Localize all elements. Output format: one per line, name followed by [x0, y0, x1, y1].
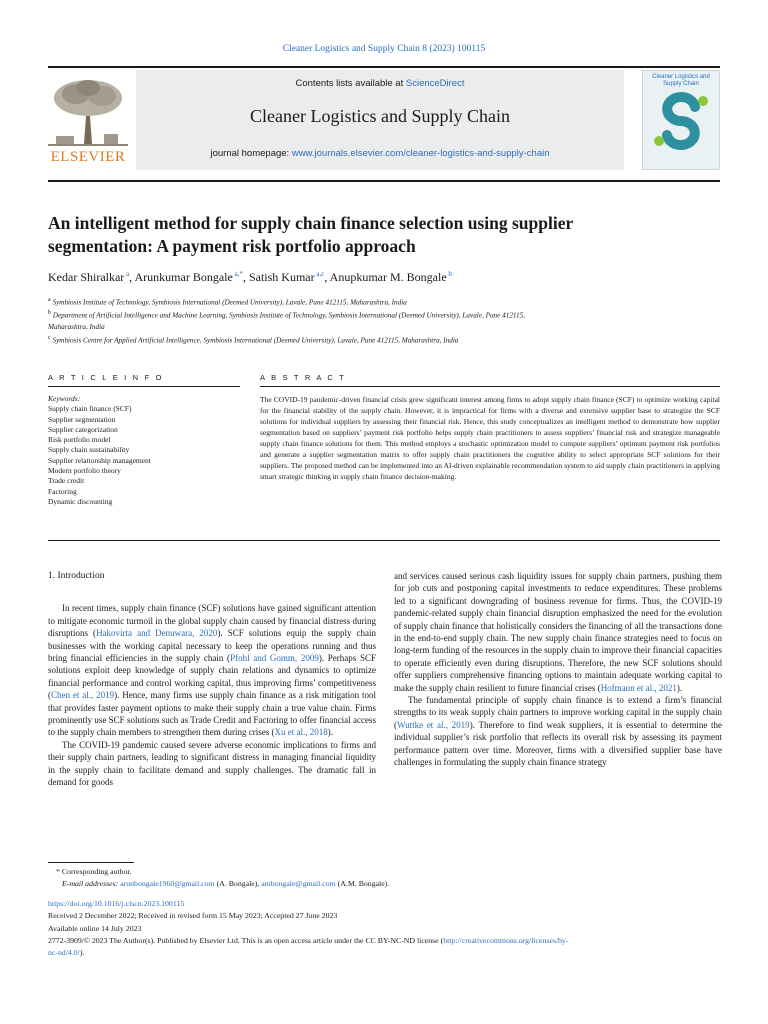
affiliation-mark: c	[48, 334, 51, 341]
footnotes	[48, 866, 720, 890]
available-online: Available online 14 July 2023	[48, 923, 142, 933]
article-info-heading: A R T I C L E I N F O	[48, 373, 164, 382]
keywords-label: Keywords:	[48, 394, 81, 403]
elsevier-tree-icon	[48, 76, 128, 148]
body-column-right	[394, 570, 722, 769]
citation-link[interactable]: Chen et al., 2019	[51, 690, 115, 701]
running-head[interactable]: Cleaner Logistics and Supply Chain 8 (2023) 100115	[282, 44, 486, 54]
author-list: Kedar Shiralkar $^a$, Arunkumar Bongale $^{a,*}$, Satish Kumar $^{a,c}$, Anupkumar M. Bongale $^b$	[48, 270, 452, 284]
email-owner: (A.M. Bongale).	[335, 879, 390, 888]
body-paragraph	[394, 694, 722, 768]
affiliation	[48, 295, 720, 308]
journal-info-band	[136, 70, 624, 170]
keyword: Trade credit	[48, 476, 85, 486]
contents-prefix: Contents lists available at	[295, 78, 406, 89]
author-affil-mark[interactable]: a,c	[314, 270, 325, 278]
abstract-bottom-rule	[48, 540, 720, 541]
header-rule-top	[48, 66, 720, 68]
cover-s-logo-icon	[643, 71, 719, 169]
citation-link[interactable]: Wuttke et al., 2019	[397, 719, 470, 730]
author-affil-mark[interactable]: a,*	[232, 270, 243, 278]
affiliation-mark: b	[48, 310, 51, 317]
email-link[interactable]: arunbongale1960@gmail.com	[120, 879, 215, 888]
footnote-rule	[48, 862, 134, 863]
homepage-line	[136, 148, 624, 159]
paper-title-line-2: segmentation: A payment risk portfolio approach	[48, 236, 416, 256]
contents-line	[136, 78, 624, 89]
paragraph-text: The COVID-19 pandemic caused severe adverse economic implications to firms and their supply chain partners, leading to significant distress in managing financial liquidity in the supply chain to facilitate demand and supply challenges. The dramatic fall in demand for goods	[48, 739, 376, 788]
corresponding-author-note: * Corresponding author.	[56, 867, 132, 876]
affiliation-text: Maharashtra, India	[48, 322, 105, 331]
license-text: ).	[79, 948, 85, 958]
journal-cover-thumbnail[interactable]	[642, 70, 720, 170]
paragraph-text: ).	[676, 682, 683, 693]
license-link[interactable]: nc-nd/4.0/	[48, 948, 80, 958]
body-paragraph	[48, 602, 376, 738]
citation-link[interactable]: Xu et al., 2018	[274, 727, 328, 738]
paragraph-text: In recent times, supply chain finance (SCF) solutions have gained significant attention to mitigate economic turmoil in the global supply chain caused by financial distress during disruptions (	[48, 603, 376, 639]
paragraph-text: and services caused serious cash liquidity issues for supply chain partners, pushing them for job cuts and postponing capital investments to reduce expenditures. These problems led to a significant downgrading of business revenue for firms. Thus, the COVID-19 pandemic-related supply chain financial disruption emphasized the need for the evolution of supply chain finance that holistically considers the financing of all the transactions done in the end-to-end supply chain. The new supply chain finance strategies need to focus on long-term funding of the resources in the supply chain to improve their financial capacities to operate efficiently even during disruptions. Therefore, the new SCF solutions should offer suppliers comprehensive financing options to maintain adequate working capital to make the supply chain resilient to future financial crises (	[394, 571, 722, 693]
keyword: Risk portfolio model	[48, 435, 111, 445]
body-paragraph	[48, 739, 376, 789]
keyword: Supply chain sustainability	[48, 445, 130, 455]
paragraph-text: ). Perhaps SCF solutions exploit deep knowledge of supply chain relations and dynamics to optimize financial performance and control working capital, thus improving firms’ competitiveness (	[48, 653, 376, 701]
keyword: Supplier categorization	[48, 424, 118, 434]
citation-link[interactable]: Hofmann et al., 2021	[600, 682, 677, 693]
paragraph-text: ). Hence, many firms use supply chain finance as a risk mitigation tool that provides faster payment options to make their supply chain a true value chain. Firms prominently use SCF solutions such as Trade Credit and Factoring to offer financial access to the supply chain members to strengthen them during crises (	[48, 690, 376, 738]
homepage-label: journal homepage:	[210, 148, 292, 159]
keywords-block	[48, 394, 228, 507]
elsevier-logo	[48, 76, 128, 168]
keyword: Factoring	[48, 486, 77, 496]
license-text: 2772-3909/© 2023 The Author(s). Published by Elsevier Ltd. This is an open access article under the CC BY-NC-ND license (	[48, 935, 444, 945]
license-line	[48, 935, 720, 960]
article-info-rule	[48, 386, 240, 387]
license-link[interactable]: http://creativecommons.org/licenses/by-	[443, 935, 569, 945]
elsevier-wordmark[interactable]: ELSEVIER	[50, 149, 126, 165]
sciencedirect-link[interactable]: ScienceDirect	[405, 78, 465, 89]
cover-title: Cleaner Logistics and Supply Chain	[652, 74, 710, 87]
author-name[interactable]: Satish Kumar	[248, 270, 315, 284]
paragraph-text: ). Therefore to find weak suppliers, it is essential to determine the individual supplier’s risk portfolio that reflects its overall risk by assessing its payment performance pattern over time. Moreover, firms with a diversified supplier base have challenges in formulating the supply chain finance strategy	[394, 719, 723, 768]
paragraph-text: ).	[327, 727, 333, 738]
journal-title: Cleaner Logistics and Supply Chain	[250, 106, 510, 126]
author-affil-mark[interactable]: a	[124, 270, 130, 278]
paper-title-line-1: An intelligent method for supply chain finance selection using supplier	[48, 213, 574, 233]
body-column-left	[48, 570, 376, 789]
author-name[interactable]: Kedar Shiralkar	[48, 270, 125, 284]
keyword: Modern portfolio theory	[48, 466, 121, 476]
section-heading: 1. Introduction	[48, 571, 105, 581]
homepage-link[interactable]: www.journals.elsevier.com/cleaner-logistics-and-supply-chain	[291, 148, 550, 159]
affiliation-text: Symbiosis Institute of Technology, Symbiosis International (Deemed University), Lavale, Pune 412115, Maharashtra, India	[52, 298, 407, 307]
affiliations	[48, 295, 720, 346]
body-paragraph	[394, 570, 722, 694]
affiliation	[48, 322, 720, 333]
author-name[interactable]: Anupkumar M. Bongale	[329, 270, 447, 284]
paragraph-text: ). SCF solutions equip the supply chain businesses with the working capital necessary to keep the operations running and thus bring financial efficiencies in the supply chain (	[48, 628, 376, 664]
keyword: Supply chain finance (SCF)	[48, 404, 132, 414]
publication-details	[48, 898, 720, 959]
email-link[interactable]: ambongale@gmail.com	[261, 879, 336, 888]
affiliation	[48, 333, 720, 346]
doi-link[interactable]: https://doi.org/10.1016/j.clscn.2023.100115	[48, 899, 185, 908]
citation-link[interactable]: Hakovirta and Denuwara, 2020	[96, 628, 218, 639]
citation-link[interactable]: Pfohl and Gomm, 2009	[230, 653, 319, 664]
abstract-heading: A B S T R A C T	[260, 373, 346, 382]
journal-masthead	[48, 70, 720, 170]
keyword: Supplier segmentation	[48, 414, 116, 424]
affiliation-text: Symbiosis Centre for Applied Artificial Intelligence, Symbiosis International (Deemed University), Lavale, Pune 412115, Maharashtra, India	[52, 336, 459, 345]
email-owner: (A. Bongale),	[214, 879, 262, 888]
received-dates: Received 2 December 2022; Received in revised form 15 May 2023; Accepted 27 June 2023	[48, 911, 338, 921]
email-label: E-mail addresses:	[62, 879, 121, 888]
paper-title	[48, 212, 720, 258]
keyword: Dynamic discounting	[48, 496, 113, 506]
author-affil-mark[interactable]: b	[446, 270, 452, 278]
abstract-text: The COVID-19 pandemic-driven financial crisis grew significant interest among firms to adopt supply chain finance (SCF) to optimize working capital for the financial stability of the supply chain. However, it is impractical for firms with a diverse and extensive supplier base to strategize the SCF solutions for individual suppliers by assessing their financial risk. Hence, this study conceptualizes an intelligent method to demonstrate how supplier segmentation based on suppliers’ payment risk portfolio helps supply chain practitioners to assess suppliers’ financial risk and strategize manageable supply chain finance solutions for them. This method employs a stochastic optimization model to compute suppliers’ optimum payment risk portfolios and generate a supplier segmentation matrix to offer supply chain practitioners the cognitive ability to select appropriate SCF solutions for their suppliers. The proposed method can be implemented into an AI-driven explainable recommendation system to aid supply chain practitioners in applying smart strategic thinking in supply chain finance decision-making.	[260, 395, 720, 481]
affiliation	[48, 308, 720, 321]
abstract-rule	[260, 386, 720, 387]
affiliation-text: Department of Artificial Intelligence and Machine Learning, Symbiosis Institute of Technology, Symbiosis International (Deemed University), Lavale, Pune 412115,	[52, 311, 525, 320]
keyword: Supplier relationship management	[48, 455, 151, 465]
email-line	[48, 878, 720, 890]
author-name[interactable]: Arunkumar Bongale	[134, 270, 233, 284]
paragraph-text: The fundamental principle of supply chain finance is to extend a firm’s financial strengths to its weak supply chain partners to improve working capital in the supply chain (	[394, 695, 722, 730]
header-rule-bottom	[48, 180, 720, 182]
affiliation-mark: a	[48, 297, 51, 303]
